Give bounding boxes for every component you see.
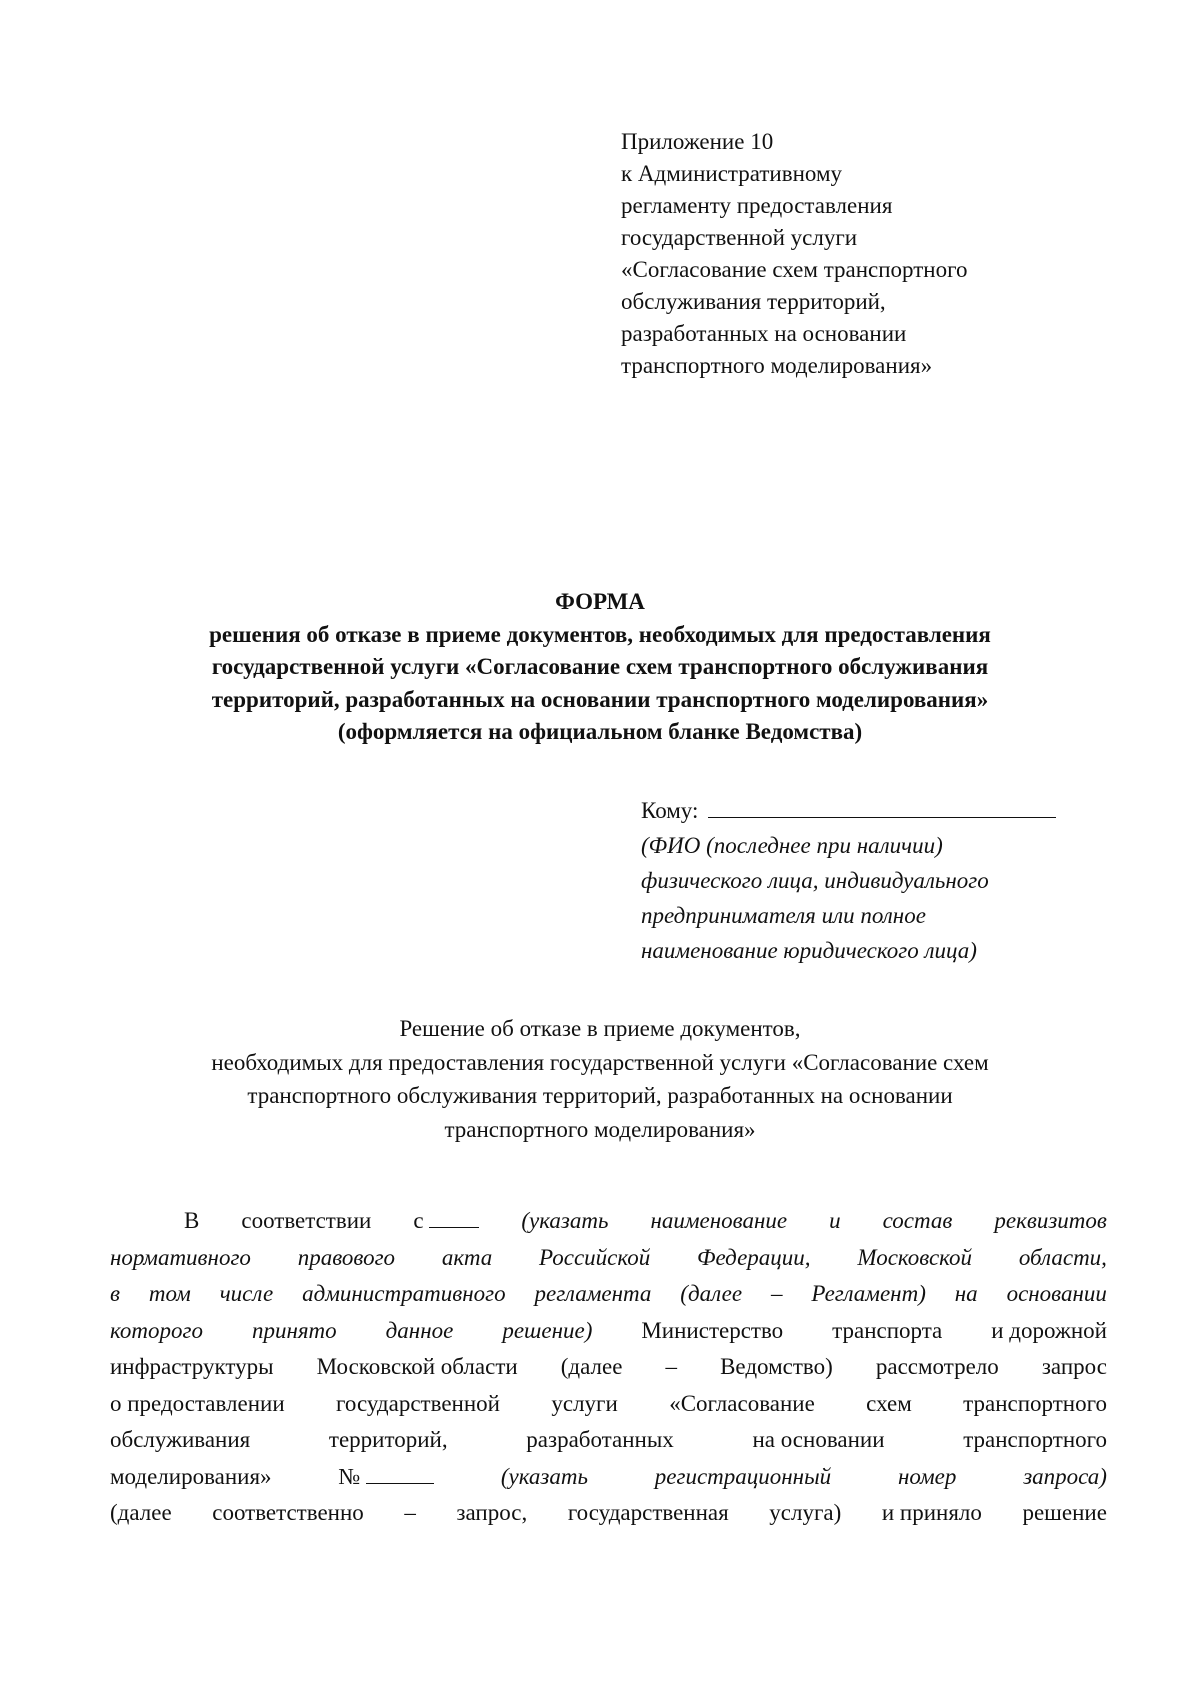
body-word: № [338,1459,434,1496]
recipient-row [641,793,1056,828]
body-line [110,1313,1107,1350]
body-word: государственной [336,1390,500,1416]
body-word: государственная [567,1500,729,1525]
body-word: регистрационный [654,1463,832,1489]
body-word: реквизитов [994,1208,1107,1233]
body-word: в [110,1281,120,1306]
recipient-note-line: (ФИО (последнее при наличии) [641,833,943,858]
body-word: наименование [650,1208,788,1233]
body-word: – [770,1281,783,1306]
body-line [110,1349,1107,1386]
body-word: транспортного [963,1390,1107,1416]
body-word: – [404,1500,416,1525]
body-word: нормативного [110,1244,251,1270]
appendix-line: разработанных на основании [621,321,907,346]
decision-title-line: транспортного моделирования» [444,1116,756,1142]
decision-title [0,1012,1200,1146]
body-word: – [665,1354,678,1379]
form-title [0,586,1200,749]
recipient-note-line: физического лица, индивидуального [641,868,989,893]
body-word: том [148,1281,191,1306]
body-word: территорий, [328,1427,448,1452]
body-word: (далее [680,1281,743,1306]
body-line [110,1459,1107,1496]
body-word: моделирования» [110,1463,272,1489]
body-word: административного [302,1281,506,1306]
body-word: Федерации, [697,1244,811,1270]
body-word: В [184,1208,200,1233]
body-word: Ведомство) [720,1354,833,1379]
body-word: инфраструктуры [110,1354,274,1379]
body-word: запроса) [1023,1463,1107,1489]
body-word: Регламент) [811,1281,926,1306]
recipient-note-line: предпринимателя или полное [641,903,926,928]
body-word: решение) [502,1317,593,1343]
body-word: услуга) [769,1500,842,1525]
body-word: Московской области [316,1354,518,1379]
body-word: правового [297,1244,396,1270]
body-word: Министерство [641,1317,784,1343]
body-paragraph [110,1203,1107,1532]
form-title-line: территорий, разработанных на основании транспортного моделирования» [211,686,989,712]
body-word: соответствии [241,1208,372,1233]
body-word: соответственно [212,1500,364,1525]
body-word: принято [251,1317,337,1343]
decision-title-line: Решение об отказе в приеме документов, [399,1016,801,1041]
request-number-blank-field[interactable] [366,1461,434,1484]
body-word: запрос [1041,1354,1107,1379]
body-word: номер [897,1463,957,1489]
recipient-block [641,793,1056,968]
body-word: (указать [521,1208,609,1233]
form-title-line: решения об отказе в приеме документов, необходимых для предоставления [209,621,991,647]
body-line [110,1422,1107,1459]
body-word: и дорожной [991,1317,1107,1343]
body-word: запрос, [456,1500,528,1525]
recipient-blank-field[interactable] [708,793,1056,818]
body-line [110,1276,1107,1313]
body-word: рассмотрело [875,1354,999,1379]
appendix-header [621,126,967,382]
appendix-line: обслуживания территорий, [621,289,886,314]
body-line [110,1495,1107,1532]
body-word: о предоставлении [110,1390,285,1416]
body-line [110,1203,1107,1240]
body-word: области, [1018,1244,1107,1270]
body-word: (далее [560,1354,623,1379]
body-word: обслуживания [110,1427,251,1452]
body-word: транспорта [832,1317,943,1343]
body-word: (указать [500,1463,588,1489]
body-word: схем [866,1390,912,1416]
body-word: (далее [110,1500,172,1525]
body-word: состав [882,1208,953,1233]
body-word: числе [219,1281,274,1306]
appendix-line: транспортного моделирования» [621,353,933,378]
body-word: акта [441,1244,493,1270]
legal-act-blank-field[interactable] [429,1205,479,1228]
recipient-note-line: наименование юридического лица) [641,938,977,963]
body-word: и [829,1208,841,1233]
appendix-line: Приложение 10 [621,129,774,154]
body-word: транспортного [963,1427,1107,1452]
body-word: решение [1022,1500,1107,1525]
body-word: с [413,1203,479,1240]
body-word: Российской [539,1244,651,1270]
appendix-line: «Согласование схем транспортного [621,257,968,282]
body-word: разработанных [526,1427,674,1452]
body-word: и приняло [881,1500,982,1525]
form-title-line: (оформляется на официальном бланке Ведомства) [337,719,863,744]
body-word: на основании [752,1427,885,1452]
body-word: на [954,1281,978,1306]
body-word: «Согласование [669,1390,815,1416]
body-word: услуги [551,1390,618,1416]
appendix-line: к Административному [621,161,843,186]
decision-title-line: необходимых для предоставления государственной услуги «Согласование схем [211,1049,989,1075]
body-word: основании [1006,1281,1107,1306]
appendix-line: регламенту предоставления [621,193,893,218]
form-title-line: государственной услуги «Согласование схем транспортного обслуживания [211,654,989,679]
recipient-label: Кому: [641,798,699,823]
body-word: которого [110,1317,203,1343]
body-line [110,1240,1107,1277]
appendix-line: государственной услуги [621,225,858,250]
decision-title-line: транспортного обслуживания территорий, разработанных на основании [247,1083,953,1108]
body-word: регламента [534,1281,652,1306]
body-word: Московской [857,1244,973,1270]
form-title-heading: ФОРМА [555,589,645,614]
body-line [110,1386,1107,1423]
body-word: данное [385,1317,454,1343]
